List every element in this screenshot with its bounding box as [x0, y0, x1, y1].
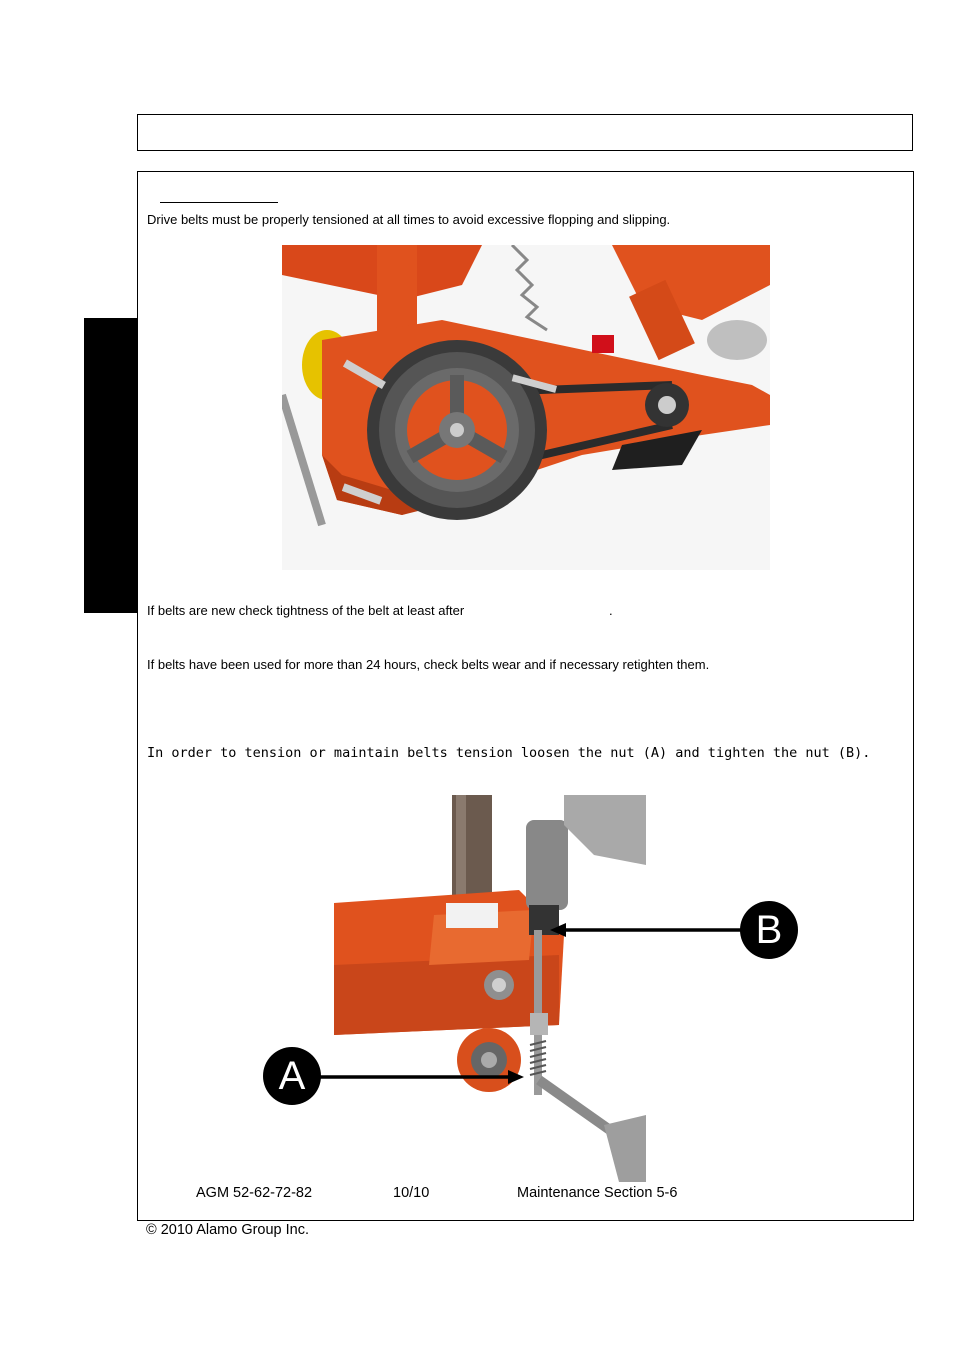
- callout-b-arrow: [548, 898, 758, 960]
- tensioner-photo: [334, 795, 646, 1182]
- section-heading-underline: [160, 202, 278, 203]
- callout-a-badge: A: [263, 1047, 321, 1105]
- intro-text: Drive belts must be properly tensioned at all times to avoid excessive flopping and slipping.: [147, 212, 671, 227]
- callout-b-badge: B: [740, 901, 798, 959]
- tension-instruction-text: In order to tension or maintain belts tension loosen the nut (A) and tighten the nut (B).: [147, 745, 871, 761]
- section-side-tab: [84, 318, 137, 613]
- footer-copyright: © 2010 Alamo Group Inc.: [146, 1222, 310, 1238]
- footer-model: AGM 52-62-72-82: [196, 1185, 313, 1201]
- belt-drive-photo: [282, 245, 770, 570]
- check-new-text: [147, 603, 464, 619]
- check-used-text: If belts have been used for more than 24 hours, check belts wear and if necessary retighten them.: [147, 657, 710, 672]
- check-new-label: If belts are new check tightness of the belt at least after: [147, 603, 465, 618]
- tensioner-illustration: [334, 795, 646, 1182]
- page-header-box: [137, 114, 913, 151]
- belt-drive-illustration: [282, 245, 770, 570]
- check-new-period: .: [609, 603, 613, 618]
- footer-date: 10/10: [393, 1185, 430, 1201]
- footer-section: Maintenance Section 5-6: [517, 1185, 678, 1201]
